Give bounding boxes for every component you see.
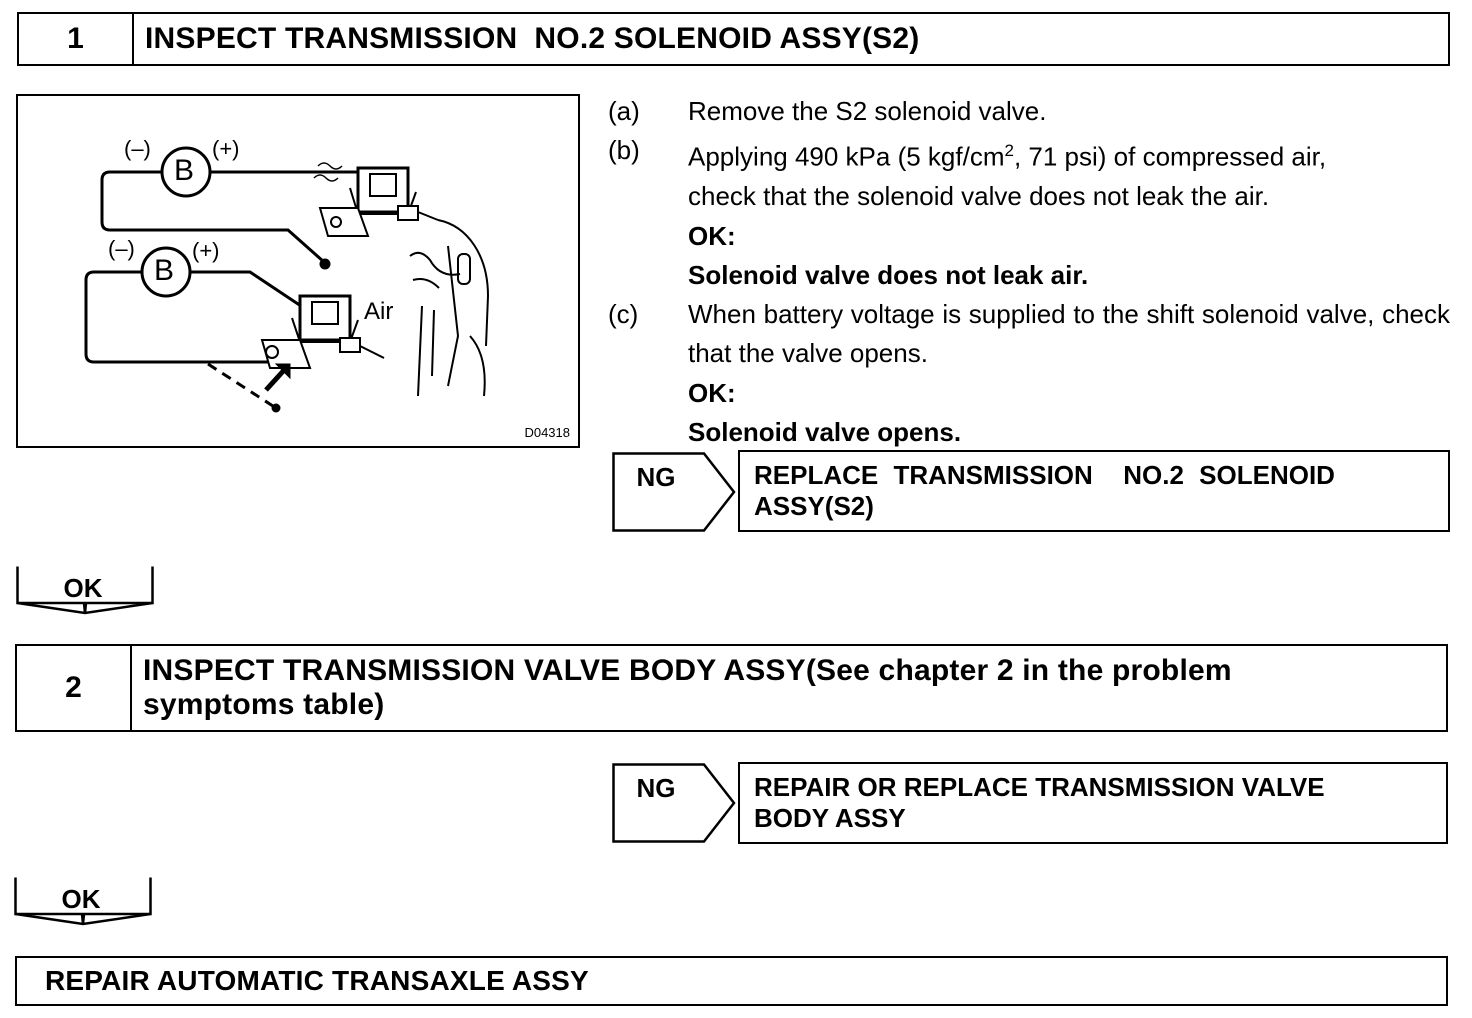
ng-tag-step-2 [612,763,736,843]
instruction-b [608,131,1450,295]
plus-label-upper: (+) [212,136,240,161]
plus-label-lower: (+) [192,238,220,263]
ok-label-step-2: OK [61,884,101,914]
instruction-c-text: When battery voltage is supplied to the shift solenoid valve, check that the valve opens. [688,299,1450,369]
instruction-b-label: (b) [608,135,640,166]
air-label: Air [364,298,394,325]
instructions [608,92,1450,452]
instruction-a [608,92,1450,131]
ok-label-step-1: OK [63,573,103,603]
instruction-b-text-pre: Applying 490 kPa (5 kgf/cm [688,141,1005,172]
battery-label-lower: B [154,254,175,287]
solenoid-test-figure [16,94,580,448]
step-2-number: 2 [17,646,132,730]
instruction-b-ok-text: Solenoid valve does not leak air. [688,259,1089,290]
ng-tag-step-1 [612,452,736,532]
ng-result-step-1 [738,450,1450,532]
instruction-c [608,295,1450,452]
ng-result-step-2-line2: BODY ASSY [754,803,906,833]
instruction-c-label: (c) [608,299,639,330]
instruction-c-ok-label: OK: [688,377,736,408]
ng-label-step-2: NG [636,773,676,803]
ng-result-step-2 [738,762,1448,844]
instruction-a-label: (a) [608,96,640,126]
step-2-title-line1: INSPECT TRANSMISSION VALVE BODY ASSY(See chapter 2 in the problem [143,654,1232,687]
ng-result-step-2-line1: REPAIR OR REPLACE TRANSMISSION VALVE [754,772,1325,802]
instruction-b-superscript: 2 [1004,141,1014,161]
step-1-header [17,12,1450,66]
instruction-b-text-post: , 71 psi) of compressed air, [1013,141,1327,172]
solenoid-test-illustration [18,96,578,446]
step-2-title [143,646,1232,730]
step-2-title-line2: symptoms table) [143,688,385,721]
ok-tag-step-1 [16,565,154,615]
battery-label-upper: B [174,154,195,187]
instruction-b-text-line2: check that the solenoid valve does not leak the air. [688,181,1270,212]
step-2-header [15,644,1448,732]
ng-result-step-1-line1: REPLACE TRANSMISSION NO.2 SOLENOID [754,460,1335,490]
ng-label-step-1: NG [636,462,676,492]
figure-code: D04318 [524,425,570,440]
instruction-a-text: Remove the S2 solenoid valve. [688,96,1047,126]
instruction-c-ok-text: Solenoid valve opens. [688,417,962,448]
ng-result-step-1-line2: ASSY(S2) [754,491,874,521]
ok-tag-step-2 [14,876,152,926]
minus-label-upper: (–) [124,136,151,161]
minus-label-lower: (–) [108,236,135,261]
instruction-b-ok-label: OK: [688,220,736,251]
final-action-box [15,956,1448,1006]
step-1-title: INSPECT TRANSMISSION NO.2 SOLENOID ASSY(S2) [145,22,920,55]
final-action-title: REPAIR AUTOMATIC TRANSAXLE ASSY [45,965,589,996]
step-1-number: 1 [19,14,134,64]
